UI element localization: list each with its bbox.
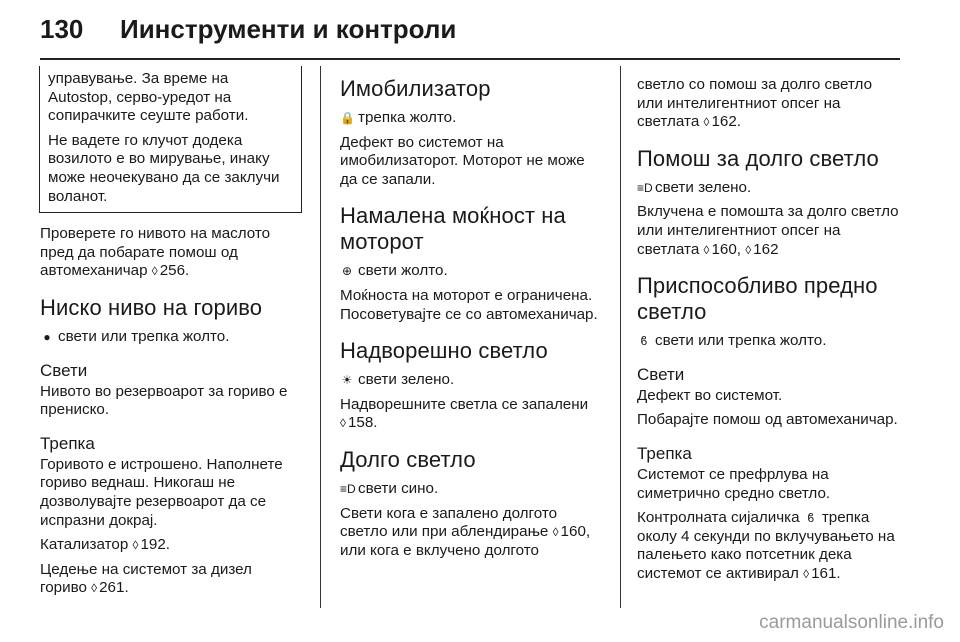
header-rule xyxy=(40,58,900,60)
page-ref-icon: ◊ xyxy=(91,581,98,596)
reduced-power-status: ⊕ свети жолто. xyxy=(341,262,448,280)
chapter-title: Иинструменти и контроли xyxy=(120,14,457,44)
high-beam-assist-icon: ≡D xyxy=(637,180,653,195)
lit-text: Нивото во резервоарот за гориво е прениско. xyxy=(40,382,288,419)
page-ref[interactable]: 160, xyxy=(711,240,741,258)
section-heading-high-beam: Долго светло xyxy=(340,446,476,472)
section-heading-high-beam-assist: Помош за долго светло xyxy=(637,145,879,171)
adaptive-light-icon: ϐ xyxy=(807,511,815,526)
notice-line: Не вадете го клучот додека возилото е во мирување, инаку може неочекувано да се заклучи воланот. xyxy=(48,131,280,205)
column-separator xyxy=(620,66,621,608)
page-ref[interactable]: 162 xyxy=(753,240,779,258)
diesel-ref-line: Цедење на системот за дизел гориво ◊ 261. xyxy=(40,560,252,597)
adaptive-light-icon: ϐ xyxy=(640,334,648,349)
section-heading-immobilizer: Имобилизатор xyxy=(340,76,491,101)
page-ref-icon: ◊ xyxy=(703,242,710,257)
page-header xyxy=(40,14,900,54)
blink-text: Горивото е истрошено. Наполнете гориво веднаш. Никогаш не дозволувајте резервоарот да се испразни докрај. xyxy=(40,455,283,529)
exterior-status: ☀ свети зелено. xyxy=(341,371,455,389)
immobilizer-status: 🔒 трепка жолто. xyxy=(340,109,457,126)
exterior-text: Надворешните светла се запалени ◊ 158. xyxy=(340,395,589,432)
page-ref-icon: ◊ xyxy=(151,264,158,279)
assist-status: ≡D свети зелено. xyxy=(637,178,752,196)
subheading-blink: Трепка xyxy=(637,443,692,463)
highbeam-text: Свети кога е запалено долгото светло или при аблендирање ◊ 160, или кога е вклучено долгото xyxy=(340,504,591,559)
page-ref[interactable]: 261. xyxy=(99,579,129,597)
page-ref-icon: ◊ xyxy=(803,566,810,581)
immobilizer-text: Дефект во системот на имобилизаторот. Моторот не може да се запали. xyxy=(340,133,585,188)
page-number: 130 xyxy=(40,14,84,44)
section-heading-exterior-light: Надворешно светло xyxy=(340,338,548,364)
page-ref-icon: ◊ xyxy=(703,115,710,130)
afl-lit-text: Побарајте помош од автомеханичар. xyxy=(637,411,898,429)
column-2 xyxy=(340,66,605,566)
page-ref[interactable]: 160, или кога е вклучено долгото xyxy=(340,523,591,559)
watermark: carmanualsonline.info xyxy=(759,612,944,633)
section-heading-adaptive-light: Приспособливо предно светло xyxy=(637,273,878,325)
page-ref[interactable]: 162. xyxy=(711,113,741,131)
high-beam-icon: ≡D xyxy=(340,481,356,496)
exterior-light-icon: ☀ xyxy=(341,373,353,388)
notice-line: управување. За време на Autostop, серво-уредот на сопирачките сеуште работи. xyxy=(48,70,249,125)
column-1 xyxy=(40,66,302,604)
column-3 xyxy=(637,66,902,590)
afl-blink-text: Системот се префрлува на симетрично средно светло. xyxy=(637,465,831,502)
section-heading-low-fuel: Ниско ниво на гориво xyxy=(40,294,263,320)
catalyst-ref-line: Катализатор ◊ 192. xyxy=(40,536,171,554)
afl-status: ϐ свети или трепка жолто. xyxy=(637,332,902,351)
fuel-warning-icon: ● xyxy=(43,329,51,344)
highbeam-continued: светло со помош за долго светло или интелигентниот опсег на светлата ◊ 162. xyxy=(637,76,873,131)
engine-power-icon: ⊕ xyxy=(341,264,353,279)
page-ref-icon: ◊ xyxy=(552,525,559,540)
oil-check-text: Проверете го нивото на маслото пред да побарате помош од автомеханичар ◊ 256. xyxy=(40,225,271,280)
page-ref[interactable]: 161. xyxy=(811,564,841,582)
subheading-blink: Трепка xyxy=(40,433,95,453)
afl-blink-text: Контролната сијаличка ϐ трепка околу 4 секунди по вклучувањето на палењето како потсетник дека системот се активирал ◊ 161. xyxy=(637,509,895,582)
reduced-power-text: Моќноста на моторот е ограничена. Посоветувајте се со автомеханичар. xyxy=(340,286,598,323)
fuel-status: ● свети или трепка жолто. xyxy=(40,328,302,347)
page-ref-icon: ◊ xyxy=(132,538,139,553)
column-separator xyxy=(320,66,321,608)
highbeam-status: ≡D свети сино. xyxy=(340,479,439,497)
page-ref-icon: ◊ xyxy=(745,242,752,257)
subheading-lit: Свети xyxy=(40,360,88,380)
assist-text: Вклучена е помошта за долго светло или интелигентниот опсег на светлата ◊ 160, ◊ 162 xyxy=(637,203,899,258)
page-ref-icon: ◊ xyxy=(340,416,346,431)
page-ref[interactable]: 158. xyxy=(347,414,378,432)
immobilizer-icon: 🔒 xyxy=(340,111,355,125)
afl-lit-text: Дефект во системот. xyxy=(637,386,783,404)
subheading-lit: Свети xyxy=(637,364,685,384)
page-ref[interactable]: 192. xyxy=(140,536,171,554)
section-heading-reduced-power: Намалена моќност на моторот xyxy=(340,203,566,255)
page-ref[interactable]: 256. xyxy=(159,262,190,280)
notice-box xyxy=(39,66,302,213)
